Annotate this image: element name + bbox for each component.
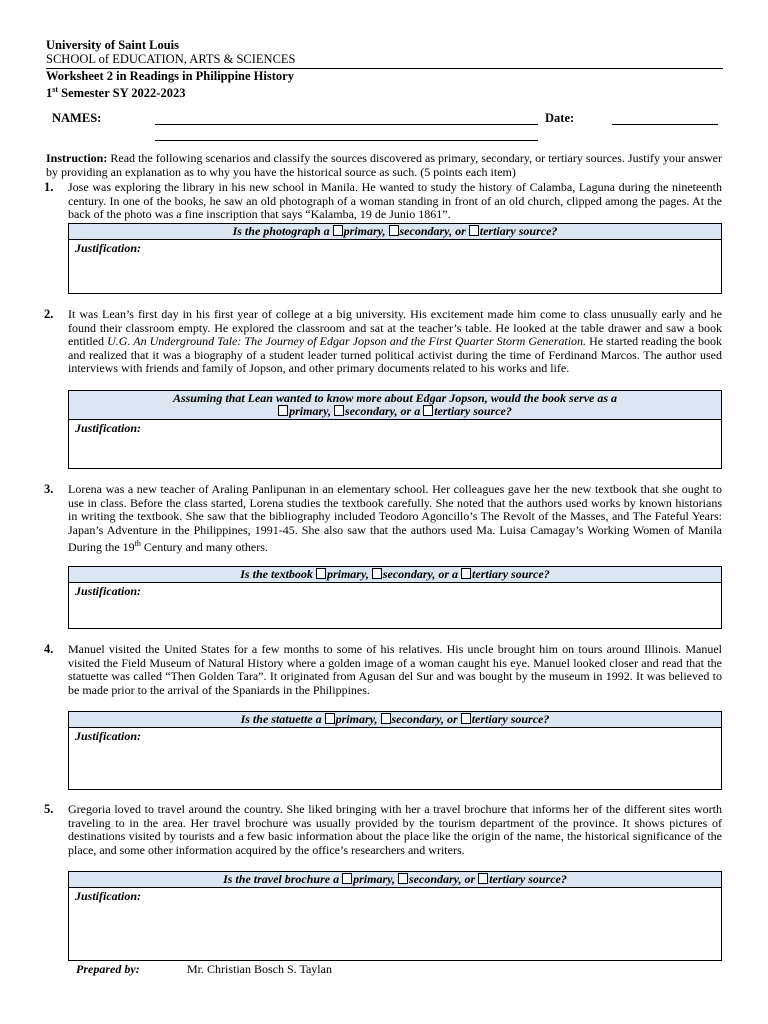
item-4-answer-box	[68, 711, 722, 790]
school-name: SCHOOL of EDUCATION, ARTS & SCIENCES	[46, 52, 296, 66]
semester-line: 1st Semester SY 2022-2023	[46, 85, 186, 101]
checkbox-primary[interactable]	[278, 405, 288, 416]
item-2-justification-field[interactable]: Justification:	[75, 421, 142, 435]
item-5-question: Is the travel brochure a primary, secondary, or tertiary source?	[69, 872, 721, 888]
item-4-scenario: Manuel visited the United States for a few months to some of his relatives. His uncle brought him on tours around Illinois. Manuel visited the Field Museum of Natural History where a golden image of a woman caught his eye. Manuel looked closer and read that the statuette was called “Then Golden Tara”. It originated from Agusan del Sur and was bought by the museum in 1992. It was believed to be made prior to the arrival of the Spaniards in the Philippines.	[68, 642, 722, 697]
item-4-question: Is the statuette a primary, secondary, or tertiary source?	[69, 712, 721, 728]
checkbox-primary[interactable]	[333, 225, 343, 236]
item-2-number: 2.	[44, 307, 54, 321]
date-label: Date:	[545, 111, 575, 125]
item-5-scenario: Gregoria loved to travel around the country. She liked bringing with her a travel brochure that informs her of the different sites worth traveling to in the area. Her travel brochure was usually provided by the tourism department of the province. It shows pictures of destinations visited by tourists and a few basic information about the place like the origin of the name, the historical significance of the place, and some other information acquired by the office’s researchers and writers.	[68, 802, 722, 857]
checkbox-tertiary[interactable]	[461, 713, 471, 724]
item-2-answer-box	[68, 390, 722, 469]
checkbox-primary[interactable]	[316, 568, 326, 579]
date-field-line[interactable]	[612, 124, 718, 125]
checkbox-secondary[interactable]	[389, 225, 399, 236]
prepared-by-label: Prepared by:	[76, 962, 140, 976]
item-1-question: Is the photograph a primary, secondary, or tertiary source?	[69, 224, 721, 240]
checkbox-secondary[interactable]	[372, 568, 382, 579]
item-4-justification-field[interactable]: Justification:	[75, 729, 142, 743]
instruction: Instruction: Read the following scenarios and classify the sources discovered as primary, secondary, or tertiary sources. Justify your answer by providing an explanation as to why you have the historical source as such. (5 points each item)	[46, 151, 722, 179]
checkbox-tertiary[interactable]	[423, 405, 433, 416]
names-field-line-1[interactable]	[155, 124, 538, 125]
item-3-number: 3.	[44, 482, 54, 496]
names-label: NAMES:	[52, 111, 102, 125]
checkbox-secondary[interactable]	[381, 713, 391, 724]
university-name: University of Saint Louis	[46, 38, 180, 52]
checkbox-secondary[interactable]	[334, 405, 344, 416]
names-field-line-2[interactable]	[155, 140, 538, 141]
checkbox-tertiary[interactable]	[461, 568, 471, 579]
item-3-justification-field[interactable]: Justification:	[75, 584, 142, 598]
item-2-scenario: It was Lean’s first day in his first year of college at a big university. His excitement made him come to class unusually early and he found their classroom empty. He explored the classroom and sat at the teacher’s table. He looked at the table drawer and saw a book entitled U.G. An Underground Tale: The Journey of Edgar Jopson and the First Quarter Storm Generation. He started reading the book and realized that it was a biography of a student leader turned political activist during the time of Ferdinand Marcos. The author used interviews with friends and family of Jopson, and other primary documents related to his works and life.	[68, 307, 722, 376]
checkbox-tertiary[interactable]	[478, 873, 488, 884]
worksheet-title: Worksheet 2 in Readings in Philippine History	[46, 69, 294, 83]
checkbox-tertiary[interactable]	[469, 225, 479, 236]
item-2-question: Assuming that Lean wanted to know more about Edgar Jopson, would the book serve as a primary, secondary, or a tertiary source?	[69, 391, 721, 420]
item-3-question: Is the textbook primary, secondary, or a tertiary source?	[69, 567, 721, 583]
checkbox-primary[interactable]	[325, 713, 335, 724]
prepared-by-name: Mr. Christian Bosch S. Taylan	[187, 962, 332, 976]
item-1-number: 1.	[44, 180, 54, 194]
item-1-justification-field[interactable]: Justification:	[75, 241, 142, 255]
item-1-answer-box	[68, 223, 722, 294]
item-1-scenario: Jose was exploring the library in his new school in Manila. He wanted to study the history of Calamba, Laguna during the nineteenth century. In one of the books, he saw an old photograph of a woman standing in front of an old church, clipped among the pages. At the back of the photo was a fine inscription that says “Kalamba, 19 de Junio 1861”.	[68, 180, 722, 222]
checkbox-primary[interactable]	[342, 873, 352, 884]
item-5-answer-box	[68, 871, 722, 961]
checkbox-secondary[interactable]	[398, 873, 408, 884]
item-4-number: 4.	[44, 642, 54, 656]
item-5-number: 5.	[44, 802, 54, 816]
item-3-answer-box	[68, 566, 722, 629]
item-3-scenario: Lorena was a new teacher of Araling Panlipunan in an elementary school. Her colleagues gave her the new textbook that she ought to use in class. Before the class started, Lorena studies the textbook carefully. She noted that the authors used works by known historians in writing the textbook. She saw that the bibliography included Teodoro Agoncillo’s The Revolt of the Masses, and The Fateful Years: Japan’s Adventure in the Philippines, 1991-45. She also saw that the authors used Ma. Luisa Camagay’s Working Women of Manila During the 19th Century and many others.	[68, 482, 722, 555]
item-5-justification-field[interactable]: Justification:	[75, 889, 142, 903]
